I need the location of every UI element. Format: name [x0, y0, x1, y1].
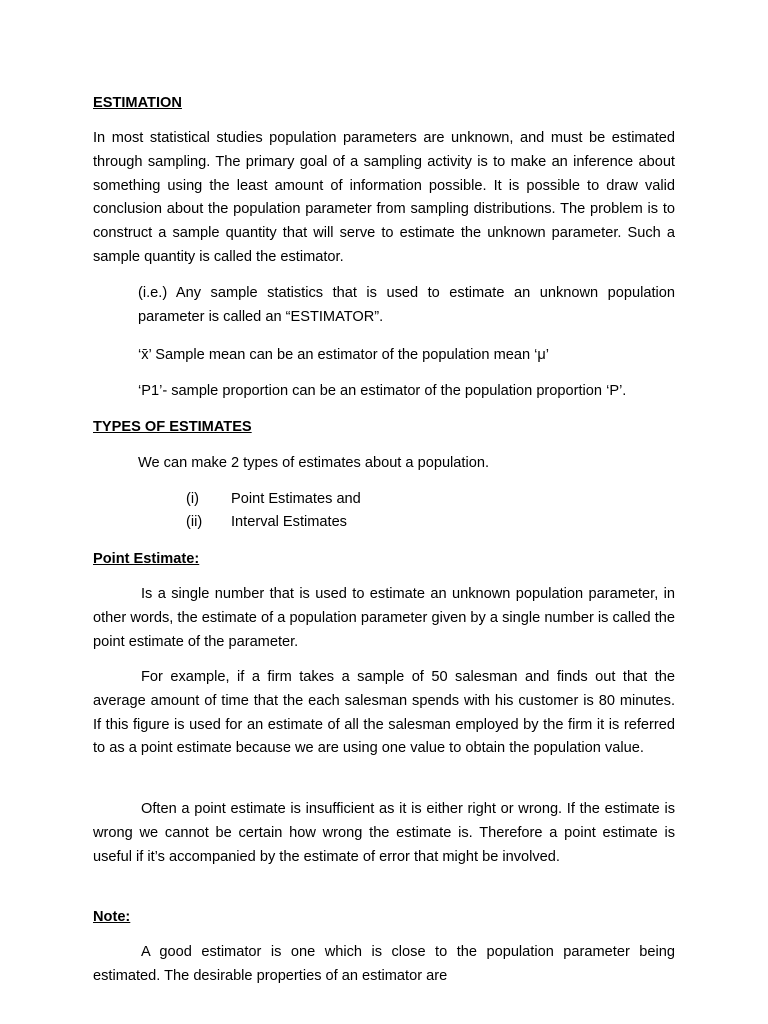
list-item-number: (i)	[186, 491, 199, 507]
heading-note: Note:	[93, 909, 131, 925]
paragraph-point-estimate-limitation: Often a point estimate is insufficient as it is either right or wrong. If the estimate is wrong we cannot be certain how wrong the estimate is. Therefore a point estimate is useful if it’s accompanied by the estimate of error that might be involved.	[93, 801, 675, 865]
paragraph-note: A good estimator is one which is close to the population parameter being estimated. The desirable properties of an estimator are	[93, 944, 675, 984]
paragraph-sample-mean: ‘x̄’ Sample mean can be an estimator of the population mean ‘μ’	[138, 347, 550, 363]
paragraph-point-estimate-definition: Is a single number that is used to estimate an unknown population parameter, in other words, the estimate of a population parameter given by a single number is called the point estimate of the parameter.	[93, 586, 675, 650]
list-item-text: Point Estimates and	[231, 491, 361, 507]
heading-estimation: ESTIMATION	[93, 95, 182, 111]
paragraph-sample-proportion: ‘P1’- sample proportion can be an estimator of the population proportion ‘P’.	[138, 383, 627, 399]
list-item	[0, 510, 768, 534]
paragraph-estimation-intro: In most statistical studies population parameters are unknown, and must be estimated through sampling. The primary goal of a sampling activity is to make an inference about something using the least amount of information possible. It is possible to draw valid conclusion about the population parameter from sampling distributions. The problem is to construct a sample quantity that will serve to estimate the unknown parameter. Such a sample quantity is called the estimator.	[93, 130, 675, 265]
heading-point-estimate: Point Estimate:	[93, 551, 200, 567]
heading-types-of-estimates: TYPES OF ESTIMATES	[93, 419, 252, 435]
list-item	[0, 487, 768, 511]
list-item-text: Interval Estimates	[231, 514, 347, 530]
paragraph-estimator-definition: (i.e.) Any sample statistics that is used to estimate an unknown population parameter is called an “ESTIMATOR”.	[138, 285, 675, 325]
paragraph-point-estimate-example: For example, if a firm takes a sample of 50 salesman and finds out that the average amount of time that the each salesman spends with his customer is 80 minutes. If this figure is used for an estimate of all the salesman employed by the firm it is referred to as a point estimate because we are using one value to obtain the population value.	[93, 669, 675, 757]
list-item-number: (ii)	[186, 514, 203, 530]
paragraph-types-intro: We can make 2 types of estimates about a population.	[138, 455, 489, 471]
